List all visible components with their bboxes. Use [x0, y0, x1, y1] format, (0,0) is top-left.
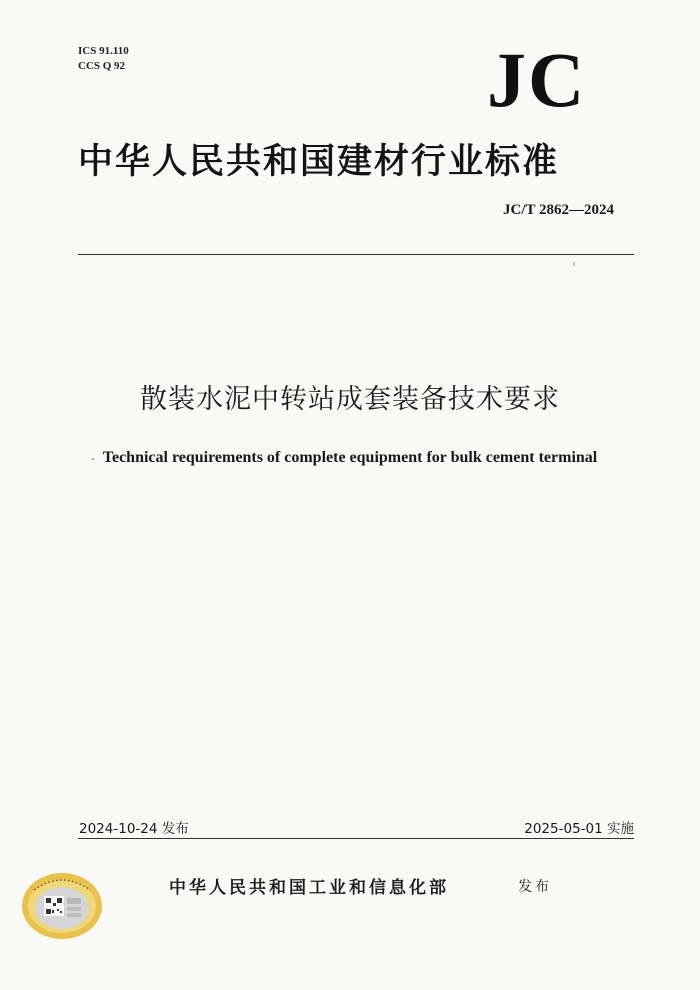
top-divider — [78, 254, 634, 255]
ccs-code: CCS Q 92 — [78, 60, 126, 72]
publish-label: 发布 — [518, 879, 552, 895]
chinese-title: 散装水泥中转站成套装备技术要求 — [140, 384, 560, 415]
bottom-divider — [78, 838, 634, 839]
publisher-name: 中华人民共和国工业和信息化部 — [169, 878, 449, 898]
english-title: Technical requirements of complete equipment for bulk cement terminal — [102, 449, 598, 466]
classification-codes — [78, 44, 129, 74]
jc-logo: JC — [487, 36, 587, 123]
implementation-date: 2025-05-01 实施 — [524, 821, 634, 837]
ics-code: ICS 91.110 — [78, 45, 129, 57]
scan-speck — [573, 262, 575, 266]
anti-counterfeit-seal-icon — [20, 868, 102, 940]
issue-date: 2024-10-24 发布 — [79, 821, 189, 837]
standard-number: JC/T 2862—2024 — [503, 202, 614, 218]
standard-category-title: 中华人民共和国建材行业标准 — [78, 141, 560, 182]
